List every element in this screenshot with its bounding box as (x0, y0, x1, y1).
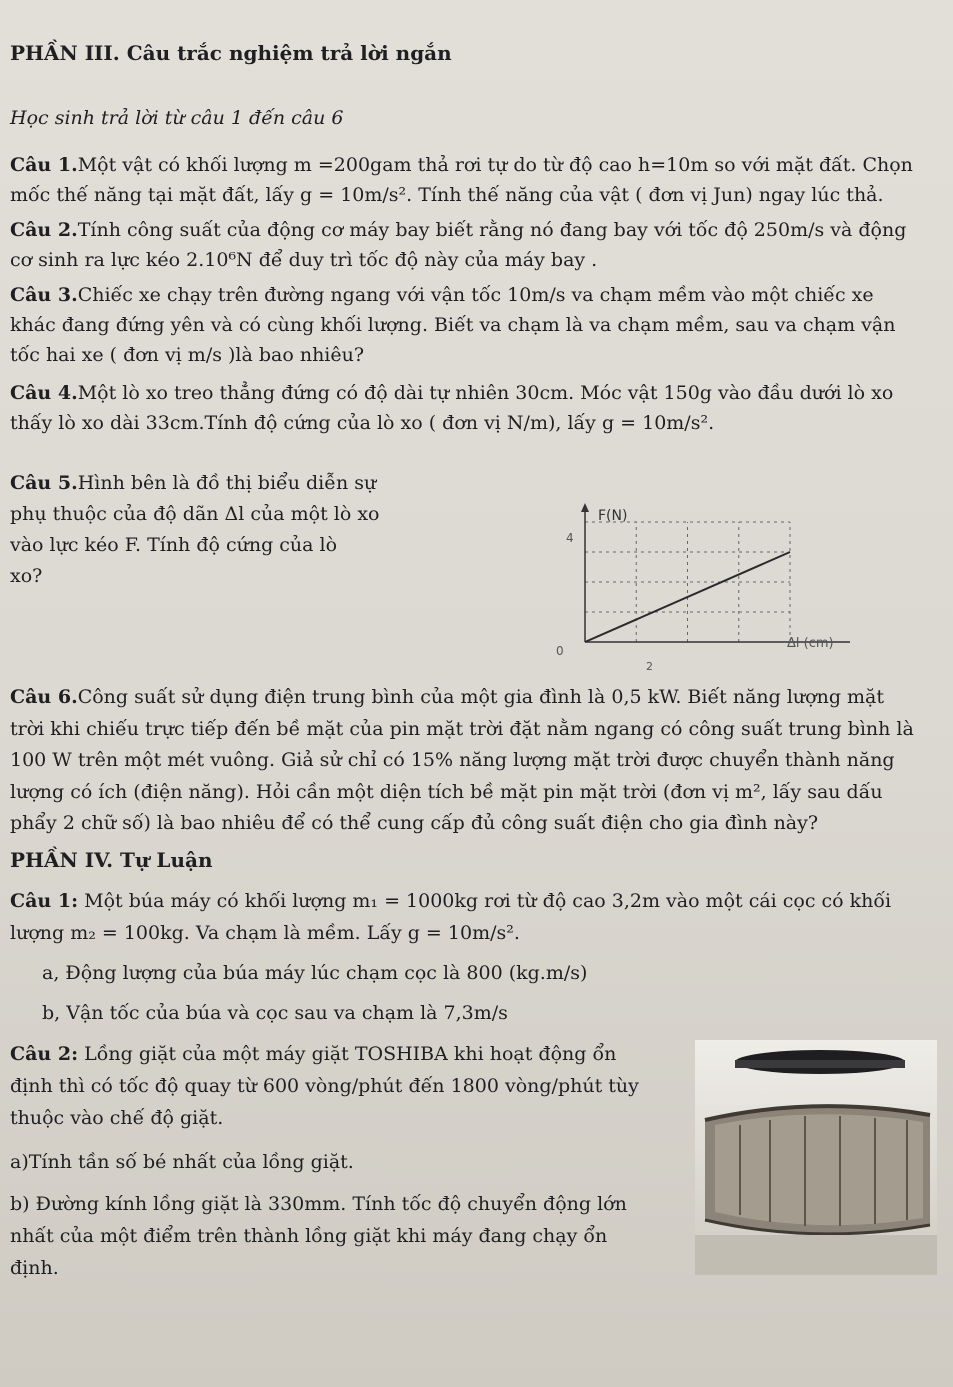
q6-line1: Công suất sử dụng điện trung bình của một gia đình là 0,5 kW. Biết năng lượng mặt (77, 686, 885, 708)
e1-label: Câu 1: (10, 890, 79, 912)
section3-title: PHẦN III. Câu trắc nghiệm trả lời ngắn (10, 41, 452, 65)
q3-label: Câu 3. (10, 284, 78, 306)
q3-line1: Chiếc xe chạy trên đường ngang với vận tốc 10m/s va chạm mềm vào một chiếc xe (77, 284, 874, 306)
section4-title: PHẦN IV. Tự Luận (10, 848, 213, 872)
e1-part-b: b, Vận tốc của búa và cọc sau va chạm là 7,3m/s (42, 1002, 508, 1024)
e2-line2: định thì có tốc độ quay từ 600 vòng/phút đến 1800 vòng/phút tùy (10, 1075, 639, 1097)
q5-line4: xo? (10, 565, 43, 587)
y-axis-arrow (581, 503, 589, 512)
y-tick-label: 4 (566, 531, 574, 545)
q5-label: Câu 5. (10, 472, 78, 494)
chart-grid (585, 522, 790, 642)
q4-label: Câu 4. (10, 382, 78, 404)
q6-line4: lượng có ích (điện năng). Hỏi cần một diện tích bề mặt pin mặt trời (đơn vị m², lấy sau dấu (10, 780, 883, 803)
q6-label: Câu 6. (10, 686, 78, 708)
x-axis-label: Δl (cm) (787, 636, 834, 651)
e2-part-b-line2: nhất của một điểm trên thành lồng giặt khi máy đang chạy ổn (10, 1225, 608, 1247)
e1-part-a: a, Động lượng của búa máy lúc chạm cọc là 800 (kg.m/s) (42, 962, 588, 984)
e2-part-a: a)Tính tần số bé nhất của lồng giặt. (10, 1151, 354, 1173)
washing-drum-icon (695, 1040, 937, 1275)
q1-line2: mốc thế năng tại mặt đất, lấy g = 10m/s². Tính thế năng của vật ( đơn vị Jun) ngay lúc thả. (10, 184, 884, 206)
question-3 (10, 280, 935, 370)
q1-line1: Một vật có khối lượng m =200gam thả rơi tự do từ độ cao h=10m so với mặt đất. Chọn (77, 154, 913, 176)
force-series-line (585, 552, 790, 642)
q6-line3: 100 W trên một mét vuông. Giả sử chỉ có 15% năng lượng mặt trời được chuyển thành năng (10, 749, 895, 771)
section3-instruction: Học sinh trả lời từ câu 1 đến câu 6 (10, 107, 344, 129)
q1-label: Câu 1. (10, 154, 78, 176)
q5-line3: vào lực kéo F. Tính độ cứng của lò (10, 534, 338, 556)
e2-label: Câu 2: (10, 1043, 79, 1065)
x-tick-label: 2 (646, 660, 653, 673)
e2-line1: Lồng giặt của một máy giặt TOSHIBA khi hoạt động ổn (84, 1043, 617, 1065)
q4-line1: Một lò xo treo thẳng đứng có độ dài tự nhiên 30cm. Móc vật 150g vào đầu dưới lò xo (77, 382, 894, 404)
washing-drum-image (695, 1040, 937, 1275)
e1-line1: Một búa máy có khối lượng m₁ = 1000kg rơi từ độ cao 3,2m vào một cái cọc có khối (84, 890, 892, 912)
e1-line2: lượng m₂ = 100kg. Va chạm là mềm. Lấy g = 10m/s². (10, 922, 520, 944)
q2-label: Câu 2. (10, 219, 78, 241)
q2-line2: cơ sinh ra lực kéo 2.10⁶N để duy trì tốc độ này của máy bay . (10, 249, 598, 271)
essay-question-2 (10, 1038, 690, 1284)
y-axis-label: F(N) (598, 508, 628, 524)
q3-line3: tốc hai xe ( đơn vị m/s )là bao nhiêu? (10, 344, 365, 366)
q6-line2: trời khi chiếu trực tiếp đến bề mặt của pin mặt trời đặt nằm ngang có công suất trung bình là (10, 717, 914, 740)
q3-line2: khác đang đứng yên và có cùng khối lượng. Biết va chạm là va chạm mềm, sau va chạm vận (10, 314, 896, 336)
question-5 (10, 468, 510, 592)
e2-line3: thuộc vào chế độ giặt. (10, 1107, 224, 1129)
e2-part-b-line1: b) Đường kính lồng giặt là 330mm. Tính tốc độ chuyển động lớn (10, 1193, 627, 1215)
question-2 (10, 215, 935, 275)
q2-line1: Tính công suất của động cơ máy bay biết rằng nó đang bay với tốc độ 250m/s và động (77, 219, 907, 241)
question-4 (10, 378, 935, 438)
question-6 (10, 682, 935, 840)
origin-label: 0 (556, 644, 564, 658)
q5-line2: phụ thuộc của độ dãn Δl của một lò xo (10, 503, 380, 525)
essay-question-1 (10, 885, 935, 1029)
spring-force-graph (530, 500, 870, 680)
q6-line5: phẩy 2 chữ số) là bao nhiêu để có thể cung cấp đủ công suất điện cho gia đình này? (10, 812, 819, 834)
question-1 (10, 150, 935, 210)
q4-line2: thấy lò xo dài 33cm.Tính độ cứng của lò xo ( đơn vị N/m), lấy g = 10m/s². (10, 412, 715, 434)
e2-part-b-line3: định. (10, 1257, 59, 1279)
q5-line1: Hình bên là đồ thị biểu diễn sự (77, 472, 377, 494)
